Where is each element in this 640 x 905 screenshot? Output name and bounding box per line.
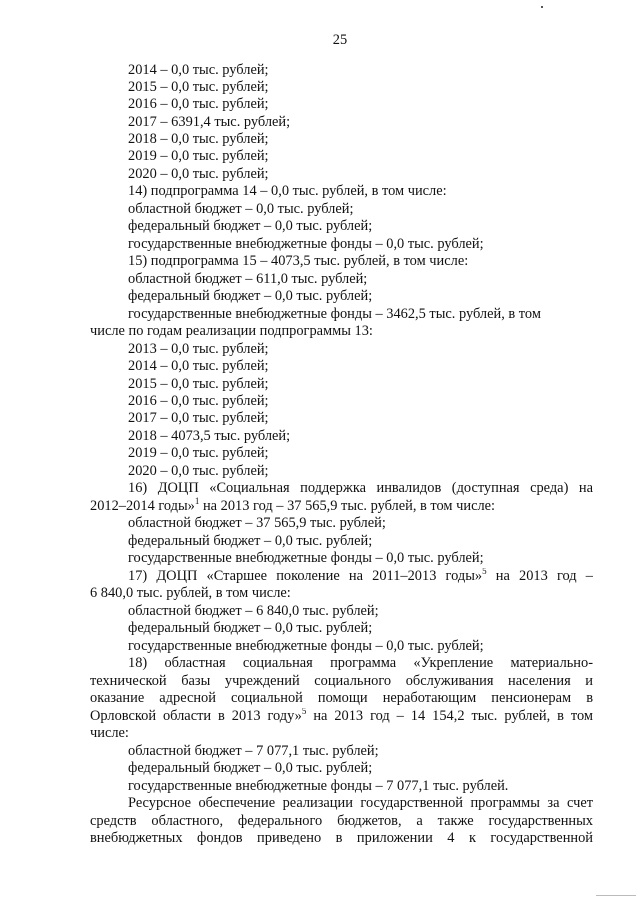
text-line: 18) областная социальная программа «Укрепление материально- xyxy=(128,655,593,671)
text-fragment: на 2013 год – 37 565,9 тыс. рублей, в том числе: xyxy=(199,498,496,514)
text-line: государственные внебюджетные фонды – 0,0 тыс. рублей; xyxy=(128,236,484,252)
text-fragment: Орловской области в 2013 году» xyxy=(90,708,302,724)
footnote-mark: 5 xyxy=(482,568,487,577)
page-number: 25 xyxy=(332,32,348,48)
text-line: оказание адресной социальной помощи неработающим пенсионерам в xyxy=(90,690,593,706)
text-line xyxy=(90,708,593,725)
text-fragment: 2012–2014 годы» xyxy=(90,498,195,514)
text-fragment: на 2013 год – xyxy=(486,568,593,584)
text-line: областной бюджет – 6 840,0 тыс. рублей; xyxy=(128,603,379,619)
text-fragment: 17) ДОЦП «Старшее поколение на 2011–2013 годы» xyxy=(128,568,483,584)
text-line: 2019 – 0,0 тыс. рублей; xyxy=(128,445,269,461)
text-line: областной бюджет – 0,0 тыс. рублей; xyxy=(128,201,354,217)
text-line: государственные внебюджетные фонды – 0,0 тыс. рублей; xyxy=(128,638,484,654)
text-line xyxy=(90,498,495,515)
text-fragment: на 2013 год – 14 154,2 тыс. рублей, в том xyxy=(306,708,593,724)
text-line: государственные внебюджетные фонды – 7 077,1 тыс. рублей. xyxy=(128,778,509,794)
footnote-mark: 1 xyxy=(194,496,200,507)
text-line: 2017 – 0,0 тыс. рублей; xyxy=(128,410,269,426)
text-line: федеральный бюджет – 0,0 тыс. рублей; xyxy=(128,218,373,234)
text-line: средств областного, федерального бюджетов, а также государственных xyxy=(90,813,593,829)
text-line: федеральный бюджет – 0,0 тыс. рублей; xyxy=(128,288,373,304)
footnote-mark: 5 xyxy=(301,708,307,717)
text-line: 2018 – 0,0 тыс. рублей; xyxy=(128,131,269,147)
text-line: 2013 – 0,0 тыс. рублей; xyxy=(128,341,269,357)
text-line: 2015 – 0,0 тыс. рублей; xyxy=(128,79,269,95)
scan-mark xyxy=(541,6,543,8)
text-line: 14) подпрограмма 14 – 0,0 тыс. рублей, в том числе: xyxy=(128,183,447,199)
text-line: областной бюджет – 7 077,1 тыс. рублей; xyxy=(128,743,379,759)
scan-mark xyxy=(596,895,636,896)
text-line: 2016 – 0,0 тыс. рублей; xyxy=(128,96,269,112)
text-line: областной бюджет – 37 565,9 тыс. рублей; xyxy=(128,515,386,531)
text-line: федеральный бюджет – 0,0 тыс. рублей; xyxy=(128,760,373,776)
text-line: Ресурсное обеспечение реализации государственной программы за счет xyxy=(128,795,593,811)
text-line: числе: xyxy=(90,725,129,741)
text-line: 2020 – 0,0 тыс. рублей; xyxy=(128,166,269,182)
text-line: технической базы учреждений социального обслуживания населения и xyxy=(90,673,593,689)
text-line: 2016 – 0,0 тыс. рублей; xyxy=(128,393,269,409)
text-line: 2015 – 0,0 тыс. рублей; xyxy=(128,376,269,392)
text-line: 2014 – 0,0 тыс. рублей; xyxy=(128,358,269,374)
text-line: 2019 – 0,0 тыс. рублей; xyxy=(128,148,269,164)
text-line: внебюджетных фондов приведено в приложении 4 к государственной xyxy=(90,830,593,846)
text-line: 2017 – 6391,4 тыс. рублей; xyxy=(128,114,291,130)
text-line: 2014 – 0,0 тыс. рублей; xyxy=(128,62,269,78)
text-line: государственные внебюджетные фонды – 3462,5 тыс. рублей, в том xyxy=(128,306,541,322)
text-line: числе по годам реализации подпрограммы 13: xyxy=(90,323,373,339)
text-line: 2020 – 0,0 тыс. рублей; xyxy=(128,463,269,479)
text-line xyxy=(128,568,593,585)
text-line: государственные внебюджетные фонды – 0,0 тыс. рублей; xyxy=(128,550,484,566)
text-line: федеральный бюджет – 0,0 тыс. рублей; xyxy=(128,533,373,549)
text-line: 15) подпрограмма 15 – 4073,5 тыс. рублей, в том числе: xyxy=(128,253,469,269)
text-line: областной бюджет – 611,0 тыс. рублей; xyxy=(128,271,368,287)
text-line: 16) ДОЦП «Социальная поддержка инвалидов (доступная среда) на xyxy=(128,480,593,496)
text-line: федеральный бюджет – 0,0 тыс. рублей; xyxy=(128,620,373,636)
text-line: 2018 – 4073,5 тыс. рублей; xyxy=(128,428,291,444)
text-line: 6 840,0 тыс. рублей, в том числе: xyxy=(90,585,291,601)
